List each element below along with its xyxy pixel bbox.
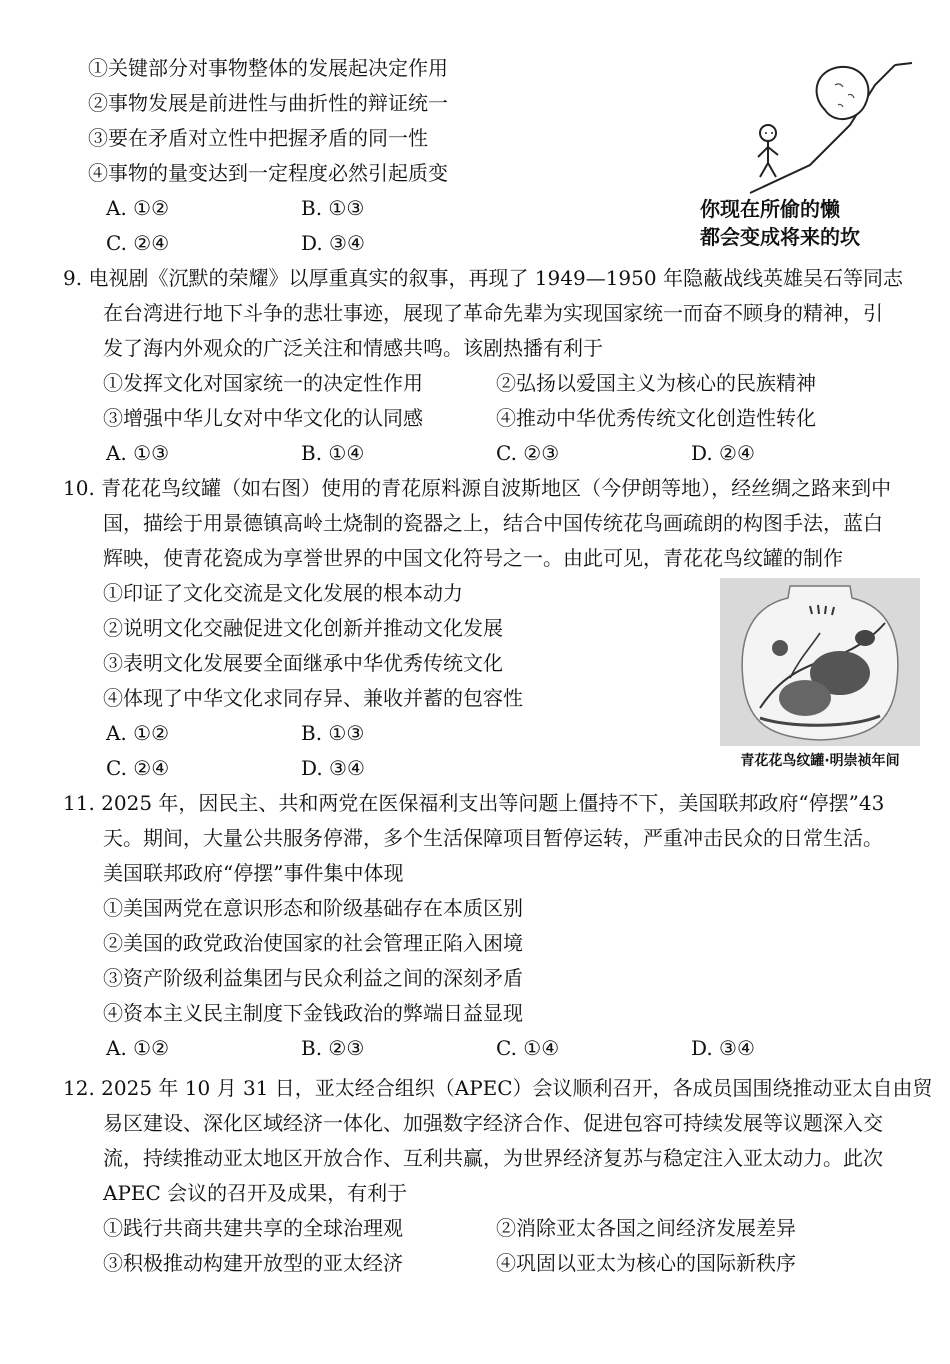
q11-stem-line-2: 天。期间，大量公共服务停滞，多个生活保障项目暂停运转，严重冲击民众的日常生活。: [103, 826, 883, 850]
q10-answer-b: B. ①③: [301, 721, 365, 745]
q11-stem-line-1: 11. 2025 年，因民主、共和两党在医保福利支出等问题上僵持不下，美国联邦政府“停摆”43: [63, 791, 885, 815]
q10-stem-line-1: 10. 青花花鸟纹罐（如右图）使用的青花原料源自波斯地区（今伊朗等地），经丝绸之路来到中: [63, 476, 892, 500]
q12-option-4: ④巩固以亚太为核心的国际新秩序: [496, 1251, 796, 1275]
q11-option-1: ①美国两党在意识形态和阶级基础存在本质区别: [103, 896, 523, 920]
cartoon-caption-line-2: 都会变成将来的坎: [700, 225, 860, 249]
q10-stem-line-2: 国，描绘于用景德镇高岭土烧制的瓷器之上，结合中国传统花鸟画疏朗的构图手法，蓝白: [103, 511, 883, 535]
q12-stem-line-2: 易区建设、深化区域经济一体化、加强数字经济合作、促进包容可持续发展等议题深入交: [103, 1111, 883, 1135]
q11-answer-b: B. ②③: [301, 1036, 365, 1060]
q10-option-2: ②说明文化交融促进文化创新并推动文化发展: [103, 616, 503, 640]
q11-answer-c: C. ①④: [496, 1036, 560, 1060]
page-crop-edge: [0, 1290, 950, 1364]
q11-answer-a: A. ①②: [106, 1036, 170, 1060]
cartoon-caption-line-1: 你现在所偷的懒: [700, 197, 840, 221]
q11-stem-line-3: 美国联邦政府“停摆”事件集中体现: [103, 861, 404, 885]
q9-stem-line-1: 9. 电视剧《沉默的荣耀》以厚重真实的叙事，再现了 1949—1950 年隐蔽战线英雄吴石等同志: [63, 266, 903, 290]
q10-stem-line-3: 辉映，使青花瓷成为享誉世界的中国文化符号之一。由此可见，青花花鸟纹罐的制作: [103, 546, 843, 570]
blue-white-jar-illustration: [720, 578, 920, 746]
q10-option-4: ④体现了中华文化求同存异、兼收并蓄的包容性: [103, 686, 523, 710]
vase-figure: [720, 578, 920, 773]
q9-option-1: ①发挥文化对国家统一的决定性作用: [103, 371, 423, 395]
q8-answer-d: D. ③④: [301, 231, 365, 255]
q12-option-3: ③积极推动构建开放型的亚太经济: [103, 1251, 403, 1275]
q8-answer-a: A. ①②: [106, 196, 170, 220]
q12-stem-line-3: 流，持续推动亚太地区开放合作、互利共赢，为世界经济复苏与稳定注入亚太动力。此次: [103, 1146, 883, 1170]
q9-option-3: ③增强中华儿女对中华文化的认同感: [103, 406, 423, 430]
q9-answer-b: B. ①④: [301, 441, 365, 465]
q12-option-1: ①践行共商共建共享的全球治理观: [103, 1216, 403, 1240]
q12-stem-line-4: APEC 会议的召开及成果，有利于: [103, 1181, 408, 1205]
q8-answer-c: C. ②④: [106, 231, 170, 255]
q9-option-4: ④推动中华优秀传统文化创造性转化: [496, 406, 816, 430]
q8-option-3: ③要在矛盾对立性中把握矛盾的同一性: [88, 126, 428, 150]
q10-option-1: ①印证了文化交流是文化发展的根本动力: [103, 581, 463, 605]
q8-option-4: ④事物的量变达到一定程度必然引起质变: [88, 161, 448, 185]
q8-answer-b: B. ①③: [301, 196, 365, 220]
q12-stem-line-1: 12. 2025 年 10 月 31 日，亚太经合组织（APEC）会议顺利召开，各成员国围绕推动亚太自由贸: [63, 1076, 933, 1100]
q10-answer-d: D. ③④: [301, 756, 365, 780]
q9-option-2: ②弘扬以爱国主义为核心的民族精神: [496, 371, 816, 395]
q11-option-4: ④资本主义民主制度下金钱政治的弊端日益显现: [103, 1001, 523, 1025]
cartoon-figure: [690, 55, 915, 250]
q11-option-2: ②美国的政党政治使国家的社会管理正陷入困境: [103, 931, 523, 955]
q8-option-2: ②事物发展是前进性与曲折性的辩证统一: [88, 91, 448, 115]
q10-option-3: ③表明文化发展要全面继承中华优秀传统文化: [103, 651, 503, 675]
q12-option-2: ②消除亚太各国之间经济发展差异: [496, 1216, 796, 1240]
boulder-hill-illustration: [690, 55, 915, 195]
q9-stem-line-2: 在台湾进行地下斗争的悲壮事迹，展现了革命先辈为实现国家统一而奋不顾身的精神，引: [103, 301, 883, 325]
q11-option-3: ③资产阶级利益集团与民众利益之间的深刻矛盾: [103, 966, 523, 990]
q9-answer-d: D. ②④: [691, 441, 755, 465]
q9-stem-line-3: 发了海内外观众的广泛关注和情感共鸣。该剧热播有利于: [103, 336, 603, 360]
vase-caption: 青花花鸟纹罐·明崇祯年间: [740, 753, 900, 769]
q10-answer-c: C. ②④: [106, 756, 170, 780]
q11-answer-d: D. ③④: [691, 1036, 755, 1060]
q8-option-1: ①关键部分对事物整体的发展起决定作用: [88, 56, 448, 80]
q9-answer-a: A. ①③: [106, 441, 170, 465]
q10-answer-a: A. ①②: [106, 721, 170, 745]
q9-answer-c: C. ②③: [496, 441, 560, 465]
